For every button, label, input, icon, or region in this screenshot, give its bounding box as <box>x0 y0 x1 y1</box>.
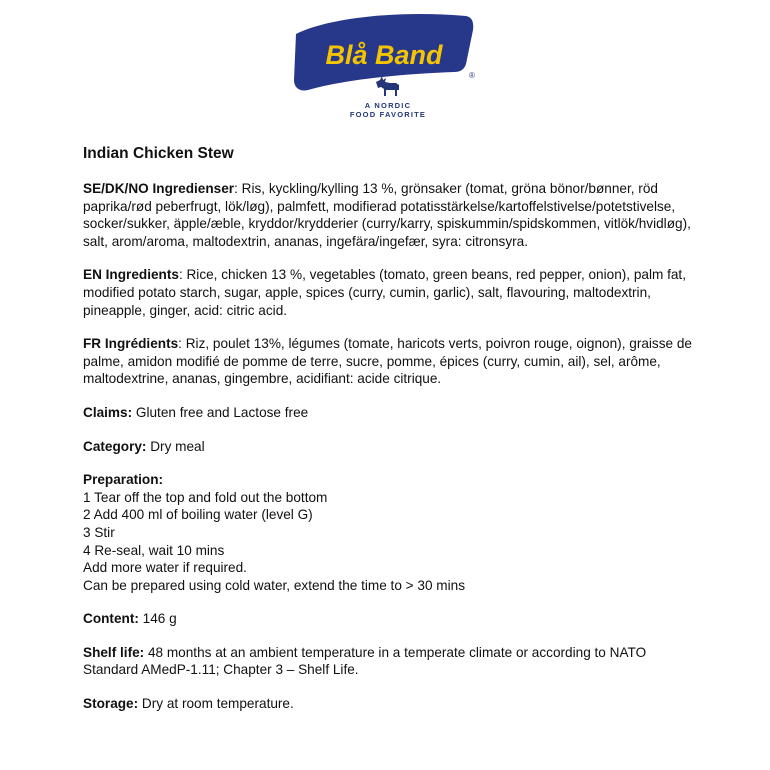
claims-section <box>83 404 693 422</box>
preparation-step: 4 Re-seal, wait 10 mins <box>83 542 225 558</box>
bla-band-logo <box>288 8 488 124</box>
registered-mark: ® <box>469 71 475 80</box>
preparation-note: Add more water if required. <box>83 560 247 576</box>
claims-label: Claims: <box>83 404 133 420</box>
storage-text: Dry at room temperature. <box>138 696 294 712</box>
ingredients-fr-text: : Riz, poulet 13%, légumes (tomate, haricots verts, poivron rouge, oignon), graisse de palme, amidon modifié de pomme de terre, sucre, pomme, épices (curry, cumin, ail), sel, arôme, maltodextrine, ananas, gingembre, acidifiant: acide citrique. <box>83 336 692 387</box>
category-section <box>83 438 693 456</box>
shelf-life-text: 48 months at an ambient temperature in a temperate climate or according to NATO Standard AMedP-1.11; Chapter 3 – Shelf Life. <box>83 644 647 678</box>
category-label: Category: <box>83 438 147 454</box>
content-section <box>83 610 693 628</box>
preparation-note: Can be prepared using cold water, extend the time to > 30 mins <box>83 577 465 593</box>
logo-tagline-line1: A NORDIC <box>364 101 412 110</box>
shelf-life-label: Shelf life: <box>83 644 145 660</box>
preparation-step: 2 Add 400 ml of boiling water (level G) <box>83 507 313 523</box>
content-text: 146 g <box>138 611 177 627</box>
category-text: Dry meal <box>146 438 205 454</box>
ingredients-fr-section <box>83 335 693 388</box>
product-title: Indian Chicken Stew <box>83 145 234 162</box>
shelf-life-section <box>83 644 693 679</box>
claims-text: Gluten free and Lactose free <box>132 404 309 420</box>
logo-banner-graphic <box>288 8 488 104</box>
ingredients-nordic-section <box>83 180 693 250</box>
content-label: Content: <box>83 611 139 627</box>
ingredients-nordic-text: : Ris, kyckling/kylling 13 %, grönsaker (tomat, gröna bönor/bønner, röd paprika/rød peberfrugt, lök/løg), palmfett, modifierad potatisstärkelse/kartoffelstivelse/potetstivelse, socker/sukker, äpple/æble, kryddor/krydderier (curry/karry, spiskummin/spidskommen, vitlök/hvidløg), salt, arom/aroma, maltodextrin, ananas, ingefära/ingefær, syra: citronsyra. <box>83 181 691 249</box>
ingredients-en-label: EN Ingredients <box>83 267 179 283</box>
preparation-step: 3 Stir <box>83 524 115 540</box>
ingredients-nordic-label: SE/DK/NO Ingredienser <box>83 181 235 196</box>
product-spec-document <box>83 144 693 729</box>
storage-section <box>83 695 693 713</box>
ingredients-fr-label: FR Ingrédients <box>83 336 179 352</box>
preparation-section <box>83 471 693 594</box>
logo-brand-text: Blå Band <box>325 40 443 70</box>
logo-tagline-line2: FOOD FAVORITE <box>349 110 427 119</box>
preparation-label: Preparation: <box>83 472 164 488</box>
ingredients-en-section <box>83 266 693 319</box>
ingredients-en-text: : Rice, chicken 13 %, vegetables (tomato, green beans, red pepper, onion), palm fat, modified potato starch, sugar, apple, spices (curry, cumin, garlic), salt, flavouring, maltodextrin, pineapple, ginger, acid: citric acid. <box>83 267 686 318</box>
preparation-step: 1 Tear off the top and fold out the bottom <box>83 489 328 505</box>
storage-label: Storage: <box>83 696 139 712</box>
moose-icon <box>376 76 399 96</box>
